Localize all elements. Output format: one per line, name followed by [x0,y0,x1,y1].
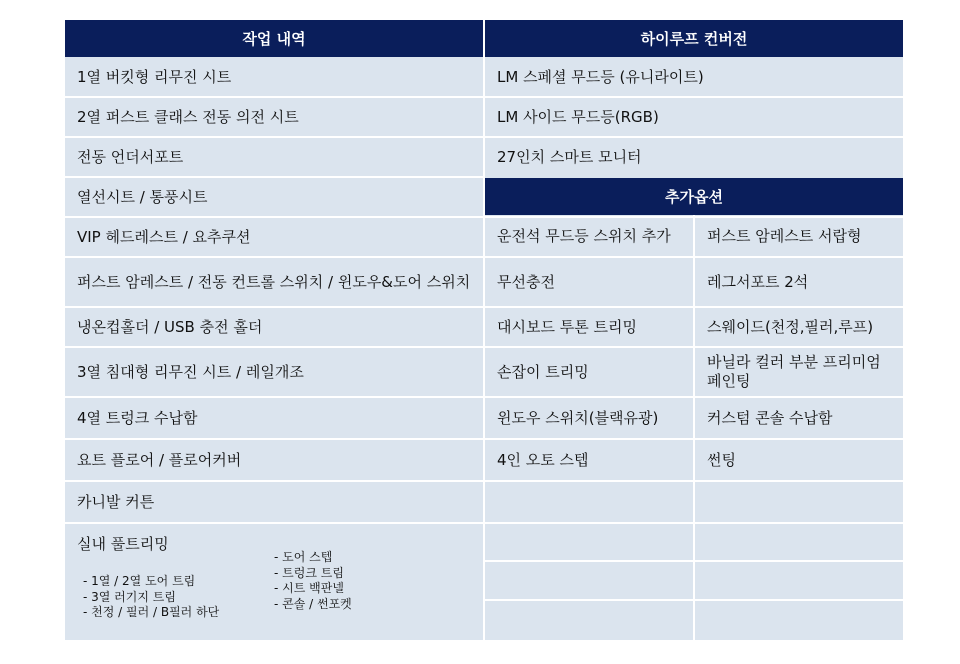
option-item: 썬팅 [695,439,903,481]
interior-trim-title: 실내 풀트리밍 [77,535,169,553]
conversion-item: 27인치 스마트 모니터 [485,137,903,178]
list-item: - 트렁크 트림 [274,565,344,580]
option-item: 스웨이드(천정,필러,루프) [695,307,903,347]
option-item-empty [485,523,693,561]
header-conversion: 하이루프 컨버전 [485,20,903,57]
list-item: - 도어 스텝 [274,550,333,564]
option-item-empty [695,600,903,640]
option-item: 퍼스트 암레스트 서랍형 [695,215,903,257]
interior-trim-list-right [274,550,352,612]
header-work: 작업 내역 [65,20,483,57]
option-item: 대시보드 투톤 트리밍 [485,307,693,347]
list-item: - 천정 / 필러 / B필러 하단 [83,605,220,619]
interior-trim-list-left [83,574,219,621]
option-item-empty [485,600,693,640]
option-item-empty [485,481,693,523]
work-item: 퍼스트 암레스트 / 전동 컨트롤 스위치 / 윈도우&도어 스위치 [65,257,483,307]
option-item-empty [485,561,693,600]
work-item: 열선시트 / 통풍시트 [65,177,483,217]
work-item: 1열 버킷형 리무진 시트 [65,57,483,97]
conversion-item: LM 사이드 무드등(RGB) [485,97,903,137]
list-item: - 1열 / 2열 도어 트림 [83,574,196,588]
option-item: 손잡이 트리밍 [485,347,693,397]
option-item: 무선충전 [485,257,693,307]
option-item: 운전석 무드등 스위치 추가 [485,215,693,257]
option-item: 윈도우 스위치(블랙유광) [485,397,693,439]
list-item: - 시트 백판넬 [274,581,344,595]
work-item: 카니발 커튼 [65,481,483,523]
list-item: - 콘솔 / 썬포켓 [274,596,352,611]
work-item: 냉온컵홀더 / USB 충전 홀더 [65,307,483,347]
option-item: 커스텀 콘솔 수납함 [695,397,903,439]
work-item: VIP 헤드레스트 / 요추쿠션 [65,217,483,257]
work-item: 2열 퍼스트 클래스 전동 의전 시트 [65,97,483,137]
work-item: 요트 플로어 / 플로어커버 [65,439,483,481]
work-item: 3열 침대형 리무진 시트 / 레일개조 [65,347,483,397]
column-divider [693,215,695,640]
option-item-empty [695,481,903,523]
option-item: 바닐라 컬러 부분 프리미엄 페인팅 [695,347,903,397]
option-item-empty [695,523,903,561]
column-divider [483,20,485,640]
work-item: 전동 언더서포트 [65,137,483,177]
work-item: 4열 트렁크 수납함 [65,397,483,439]
option-item: 4인 오토 스텝 [485,439,693,481]
conversion-item: LM 스페셜 무드등 (유니라이트) [485,57,903,97]
row-divider [65,176,485,178]
header-options: 추가옵션 [485,178,903,215]
list-item: - 3열 러기지 트림 [83,589,176,604]
option-item-empty [695,561,903,600]
option-item: 레그서포트 2석 [695,257,903,307]
